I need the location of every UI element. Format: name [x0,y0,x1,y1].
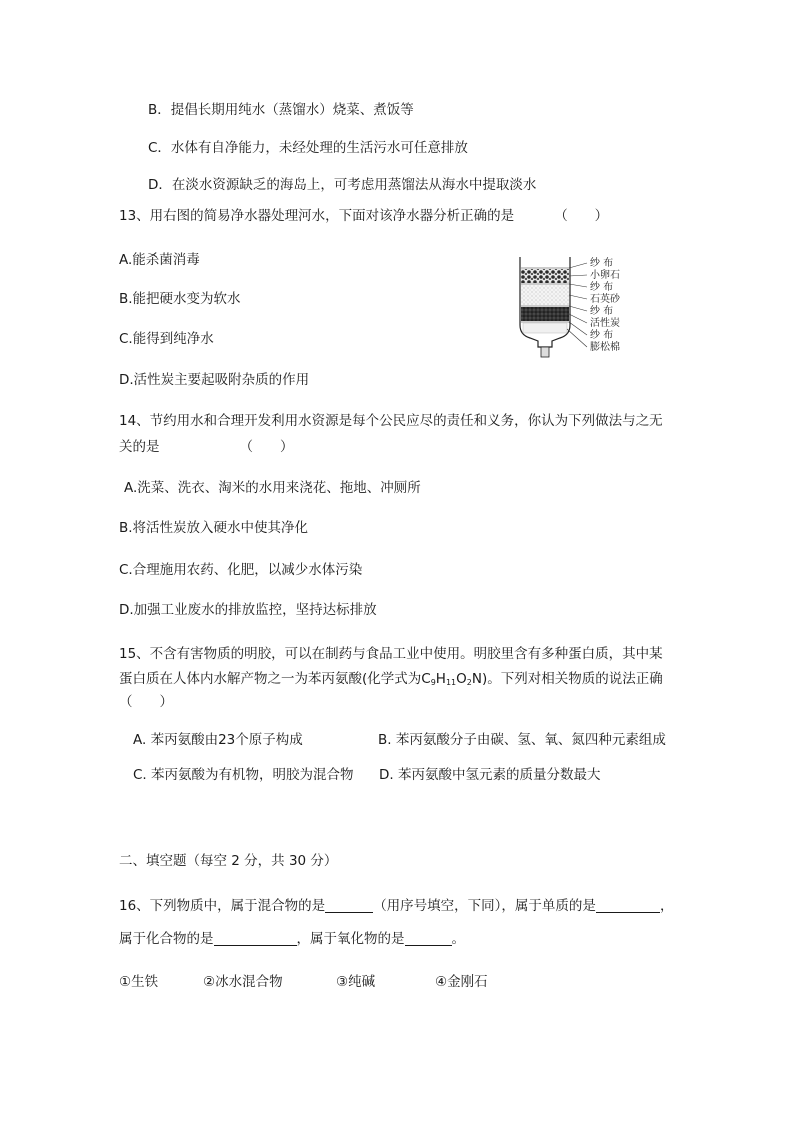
q14-stem-line2 [119,438,294,456]
q16-text-4: 属于化合物的是 [119,931,214,947]
q13-answer-paren: （ ） [554,208,609,224]
q13-option-c: C.能得到纯净水 [119,331,214,347]
layer-activated-carbon [521,307,569,321]
layer-gauze-1 [521,267,569,269]
q14-stem-text: 关的是 [119,439,160,455]
q14-option-c: C.合理施用农药、化肥，以减少水体污染 [119,562,363,578]
figure-label-pebble: 小卵石 [590,270,620,281]
formula-h: H [435,671,446,687]
q15-stem-line2 [119,670,663,688]
formula-sub-c: 9 [430,678,436,687]
formula-o: O [456,671,467,687]
layer-gauze-3 [521,305,569,307]
figure-label-activated-carbon: 活性炭 [590,318,620,329]
q16-item-4: ④金刚石 [435,974,488,990]
q13-option-b: B.能把硬水变为软水 [119,291,241,307]
q16-line1 [119,897,673,915]
outlet-tube [541,347,549,357]
q16-text-5: ，属于氧化物的是 [296,931,405,947]
layer-cotton [523,323,567,333]
figure-label-cotton: 膨松棉 [590,342,620,353]
figure-label-gauze-2: 纱 布 [590,282,614,293]
q16-text-2: （用序号填空，下同），属于单质的是 [373,898,596,914]
q16-item-1: ①生铁 [119,974,159,990]
q16-item-3: ③纯碱 [336,974,376,990]
figure-label-gauze-1: 纱 布 [590,258,614,269]
q12-option-d: D．在淡水资源缺乏的海岛上，可考虑用蒸馏法从海水中提取淡水 [148,177,537,193]
layer-gauze-2 [521,283,569,285]
q14-option-d: D.加强工业废水的排放监控，坚持达标排放 [119,602,377,618]
answer-blank-compound[interactable] [214,931,297,946]
q14-option-b: B.将活性炭放入硬水中使其净化 [119,520,309,536]
layer-pebble [521,269,569,283]
q14-option-a: A.洗菜、洗衣、淘米的水用来浇花、拖地、冲厕所 [124,480,421,496]
layer-gauze-4 [521,321,569,323]
q16-text-6: 。 [451,931,465,947]
q13-option-a: A.能杀菌消毒 [119,252,200,268]
q13-stem-text: 13、用右图的简易净水器处理河水，下面对该净水器分析正确的是 [119,208,515,224]
figure-label-quartz-sand: 石英砂 [590,294,620,305]
q15-answer-paren: （ ） [119,694,173,710]
figure-label-gauze-3: 纱 布 [590,306,614,317]
q12-option-b: B．提倡长期用纯水（蒸馏水）烧菜、煮饭等 [148,102,414,118]
section-2-title: 二、填空题（每空 2 分，共 30 分） [119,853,338,869]
q13-stem [119,207,608,225]
q15-stem-prefix: 蛋白质在人体内水解产物之一为苯丙氨酸(化学式为C [119,671,431,687]
q16-item-2: ②冰水混合物 [203,974,283,990]
q15-option-a: A. 苯丙氨酸由23个原子构成 [133,732,303,748]
q13-option-d: D.活性炭主要起吸附杂质的作用 [119,372,310,388]
q15-option-d: D. 苯丙氨酸中氢元素的质量分数最大 [379,767,601,783]
q16-text-3: ， [659,898,674,914]
q15-option-b: B. 苯丙氨酸分子由碳、氢、氧、氮四种元素组成 [378,732,666,748]
answer-blank-oxide[interactable] [405,931,452,946]
q16-text-1: 16、下列物质中，属于混合物的是 [119,898,326,914]
formula-sub-o: 2 [466,678,472,687]
answer-blank-mixture[interactable] [325,898,373,913]
q15-stem-suffix: N)。下列对相关物质的说法正确 [471,671,663,687]
q12-option-c: C．水体有自净能力，未经处理的生活污水可任意排放 [148,140,468,156]
formula-sub-h: 11 [445,678,457,687]
layer-quartz-sand [521,285,569,305]
q14-stem-line1: 14、节约用水和合理开发利用水资源是每个公民应尽的责任和义务，你认为下列做法与之无 [119,413,663,429]
figure-label-gauze-4: 纱 布 [590,330,614,341]
q14-answer-paren: （ ） [239,439,294,455]
q15-stem-line1: 15、不含有害物质的明胶，可以在制药与食品工业中使用。明胶里含有多种蛋白质，其中某 [119,646,663,662]
answer-blank-element[interactable] [596,898,660,913]
water-purifier-figure [515,255,645,365]
q16-line2 [119,930,465,948]
q15-option-c: C. 苯丙氨酸为有机物，明胶为混合物 [133,767,354,783]
